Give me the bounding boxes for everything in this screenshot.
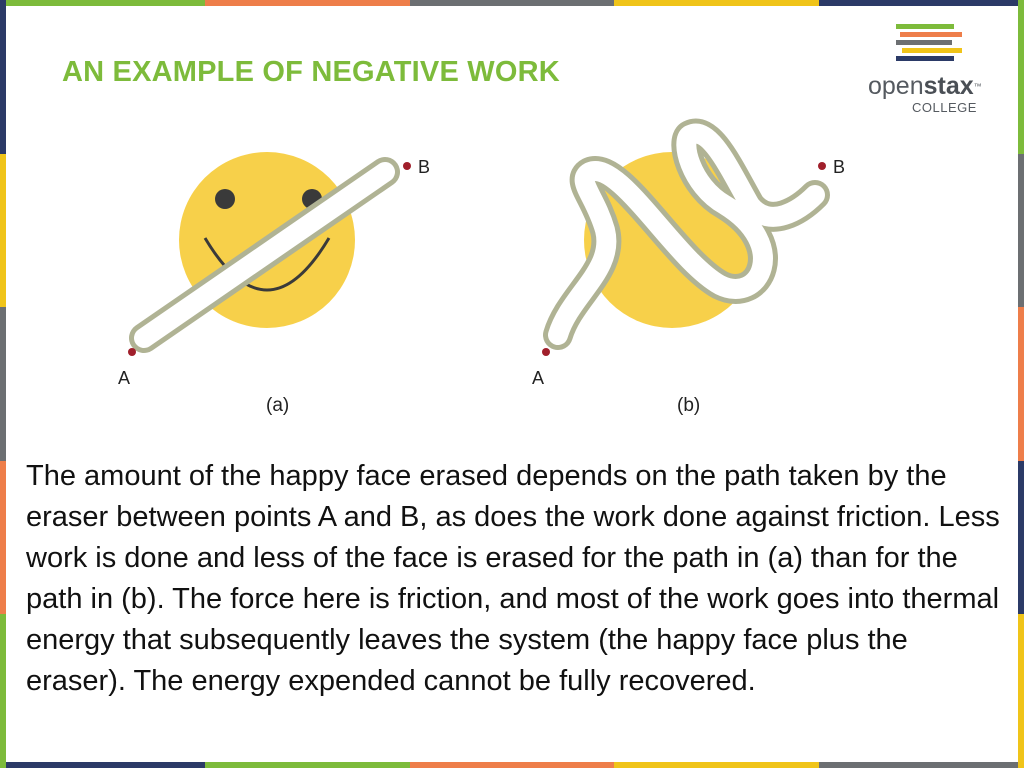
panel-b: [532, 134, 845, 416]
eraser-path-figure: [100, 110, 880, 430]
caption-b: (b): [677, 395, 701, 416]
body-paragraph: The amount of the happy face erased depends on the path taken by the eraser between points A and B, as does the work done against friction. Less work is done and less of the face is erased for the path in (a) than for the path in (b). The force here is friction, and most of the work goes into thermal energy that subsequently leaves the system (the happy face plus the eraser). The energy expended cannot be fully recovered.: [26, 460, 1000, 697]
top-border-stripe: [0, 0, 1024, 6]
point-a-marker: [542, 348, 550, 356]
point-b-label: B: [833, 157, 846, 177]
logo-bars-icon: [896, 24, 962, 64]
point-b-marker: [818, 162, 826, 170]
point-a-label: A: [118, 368, 131, 388]
openstax-logo: [868, 24, 994, 116]
right-border-stripe: [1018, 0, 1024, 768]
face-eye-a: [215, 189, 235, 209]
panel-a: [118, 152, 430, 416]
point-b-label: B: [418, 157, 431, 177]
caption-a: (a): [266, 395, 290, 416]
left-border-stripe: [0, 0, 6, 768]
point-b-marker: [403, 162, 411, 170]
point-a-marker: [128, 348, 136, 356]
slide-title: AN EXAMPLE OF NEGATIVE WORK: [62, 56, 560, 88]
bottom-border-stripe: [0, 762, 1024, 768]
logo-college: COLLEGE: [912, 100, 977, 115]
point-a-label: A: [532, 368, 545, 388]
logo-wordmark: openstax™: [868, 72, 982, 100]
